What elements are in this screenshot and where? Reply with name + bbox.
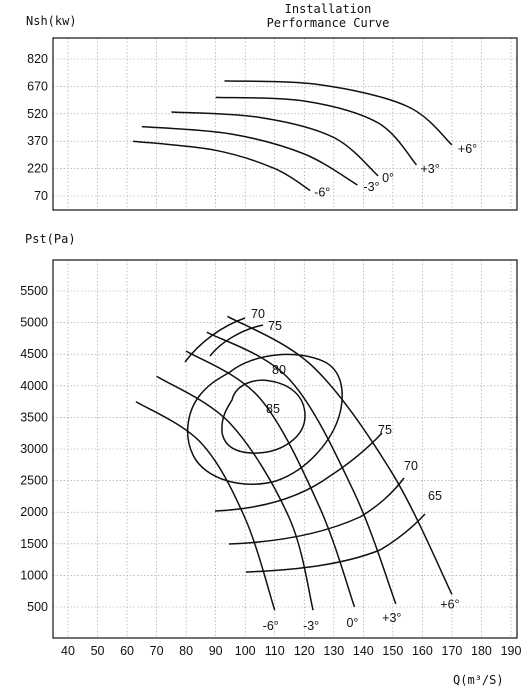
efficiency-contour-65	[246, 514, 425, 572]
upper-curve-label: +3°	[420, 161, 440, 176]
lower-x-ticks	[61, 644, 521, 658]
nsh-axis-label: Nsh(kw)	[26, 14, 77, 28]
efficiency-contour-85	[222, 380, 305, 453]
upper-curve--3°	[142, 127, 358, 185]
q-axis-label: Q(m³/S)	[453, 673, 504, 687]
upper-y-tick-label: 370	[27, 134, 48, 149]
lower-x-tick-label: 180	[471, 644, 492, 658]
efficiency-label-75-top: 75	[268, 319, 282, 333]
lower-y-tick-label: 4000	[20, 378, 48, 393]
lower-y-tick-label: 500	[27, 600, 48, 614]
efficiency-label-75-right: 75	[378, 423, 392, 437]
lower-y-tick-label: 1500	[20, 536, 48, 551]
lower-x-tick-label: 170	[441, 644, 463, 658]
upper-curve-label: +6°	[457, 141, 478, 156]
upper-power-curves	[133, 81, 477, 200]
lower-y-ticks	[20, 284, 48, 614]
lower-curve-label: -3°	[303, 619, 320, 634]
upper-y-tick-label: 520	[27, 106, 48, 121]
upper-plot-frame	[53, 38, 517, 210]
efficiency-label-70-right: 70	[404, 459, 418, 473]
lower-y-tick-label: 5000	[20, 315, 48, 330]
lower-x-tick-label: 150	[382, 644, 404, 658]
efficiency-label-85: 85	[266, 402, 280, 416]
pst-axis-label: Pst(Pa)	[25, 232, 76, 246]
upper-curve-+6°	[225, 81, 452, 145]
upper-y-tick-label: 670	[27, 79, 48, 94]
upper-curve--6°	[133, 141, 310, 190]
efficiency-contours	[185, 318, 425, 572]
efficiency-contour-80	[188, 354, 343, 484]
lower-x-tick-label: 140	[352, 644, 374, 658]
lower-curve-label: +6°	[440, 597, 460, 612]
efficiency-contour-70	[229, 478, 404, 544]
lower-x-tick-label: 60	[120, 644, 135, 658]
lower-curve-label: 0°	[346, 616, 359, 630]
lower-x-tick-label: 100	[234, 644, 256, 658]
chart-title-line1: Installation	[284, 2, 372, 16]
lower-y-tick-label: 5500	[20, 284, 48, 298]
lower-pressure-curves	[136, 316, 460, 633]
lower-x-tick-label: 190	[500, 644, 522, 658]
efficiency-label-70-top: 70	[251, 307, 265, 321]
upper-grid	[53, 38, 517, 210]
efficiency-label-80: 80	[272, 363, 286, 377]
lower-curve-label: +3°	[382, 610, 402, 625]
upper-curve-+3°	[216, 97, 417, 164]
upper-y-ticks	[27, 52, 48, 203]
lower-x-tick-label: 110	[264, 644, 285, 658]
chart-title-line2: Performance Curve	[266, 16, 390, 30]
lower-curve-label: -6°	[262, 619, 279, 634]
lower-x-tick-label: 80	[179, 644, 194, 658]
upper-curve-label: 0°	[382, 170, 395, 185]
upper-curve-label: -6°	[314, 185, 331, 200]
lower-y-tick-label: 4500	[20, 347, 48, 362]
upper-curve-label: -3°	[363, 180, 380, 195]
lower-y-tick-label: 2000	[20, 505, 48, 520]
lower-x-tick-label: 130	[323, 644, 345, 658]
lower-x-tick-label: 70	[149, 644, 164, 658]
lower-y-tick-label: 1000	[20, 568, 48, 583]
efficiency-label-65: 65	[428, 489, 442, 503]
lower-x-tick-label: 90	[208, 644, 223, 658]
lower-y-tick-label: 3500	[20, 410, 48, 425]
lower-x-tick-label: 50	[90, 644, 105, 658]
upper-y-tick-label: 220	[27, 161, 48, 176]
upper-y-tick-label: 820	[27, 52, 48, 66]
lower-curve-0°	[186, 351, 354, 607]
lower-y-tick-label: 2500	[20, 473, 48, 488]
upper-y-tick-label: 70	[34, 189, 48, 203]
lower-x-tick-label: 40	[61, 644, 75, 658]
lower-x-tick-label: 120	[293, 644, 315, 658]
lower-y-tick-label: 3000	[20, 442, 48, 456]
lower-x-tick-label: 160	[411, 644, 433, 658]
lower-grid	[53, 260, 517, 638]
